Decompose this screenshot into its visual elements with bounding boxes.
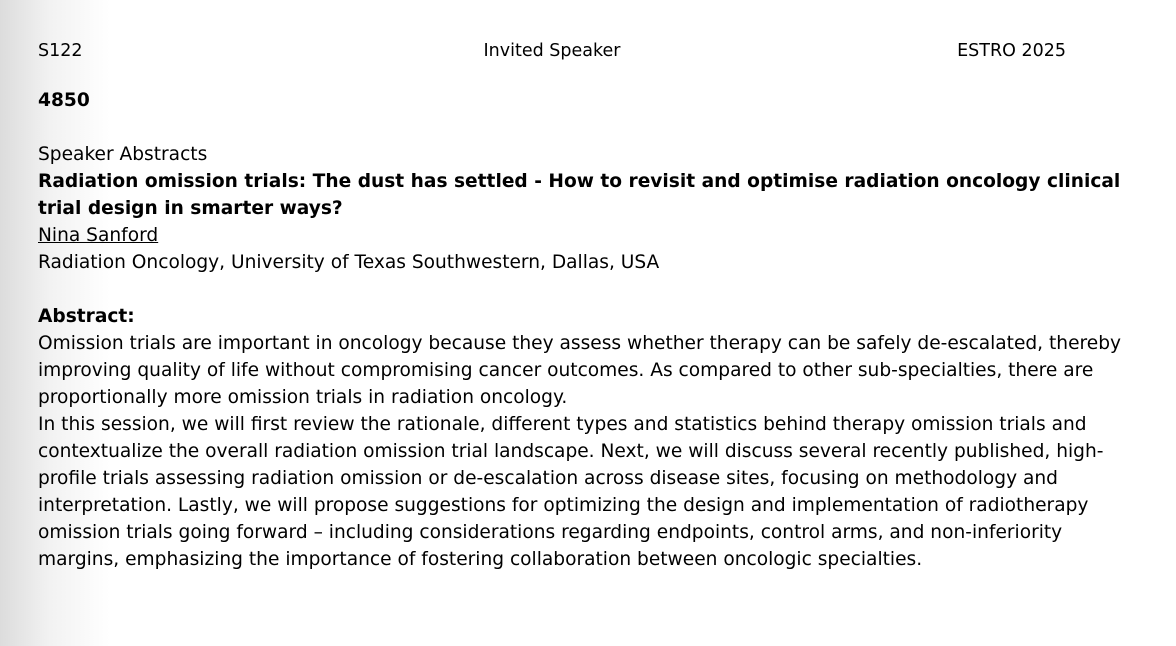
abstract-title: Radiation omission trials: The dust has settled - How to revisit and optimise radiation oncology clinical trial design in smarter ways? bbox=[38, 171, 1121, 219]
abstract-body bbox=[38, 87, 1128, 573]
section-title: Invited Speaker bbox=[483, 41, 621, 61]
abstract-category: Speaker Abstracts bbox=[38, 144, 208, 165]
abstract-paragraph: In this session, we will first review the rationale, different types and statistics behind therapy omission trials and contextualize the overall radiation omission trial landscape. Next, we will discuss several recently published, high-profile trials assessing radiation omission or de-escalation across disease sites, focusing on methodology and interpretation. Lastly, we will propose suggestions for optimizing the design and implementation of radiotherapy omission trials going forward – including considerations regarding endpoints, control arms, and non-inferiority margins, emphasizing the importance of fostering collaboration between oncologic specialties. bbox=[38, 414, 1104, 570]
spacer bbox=[38, 276, 1128, 303]
conference-name: ESTRO 2025 bbox=[957, 41, 1066, 61]
author-affiliation: Radiation Oncology, University of Texas Southwestern, Dallas, USA bbox=[38, 252, 660, 273]
abstract-id: 4850 bbox=[38, 90, 90, 111]
abstract-paragraph: Omission trials are important in oncology because they assess whether therapy can be safely de-escalated, thereby improving quality of life without compromising cancer outcomes. As compared to other sub-specialties, there are proportionally more omission trials in radiation oncology. bbox=[38, 333, 1122, 408]
page-number: S122 bbox=[38, 41, 83, 61]
spacer bbox=[38, 114, 1128, 141]
page-header bbox=[38, 39, 1066, 63]
author-name: Nina Sanford bbox=[38, 225, 159, 246]
abstract-heading: Abstract: bbox=[38, 306, 135, 327]
